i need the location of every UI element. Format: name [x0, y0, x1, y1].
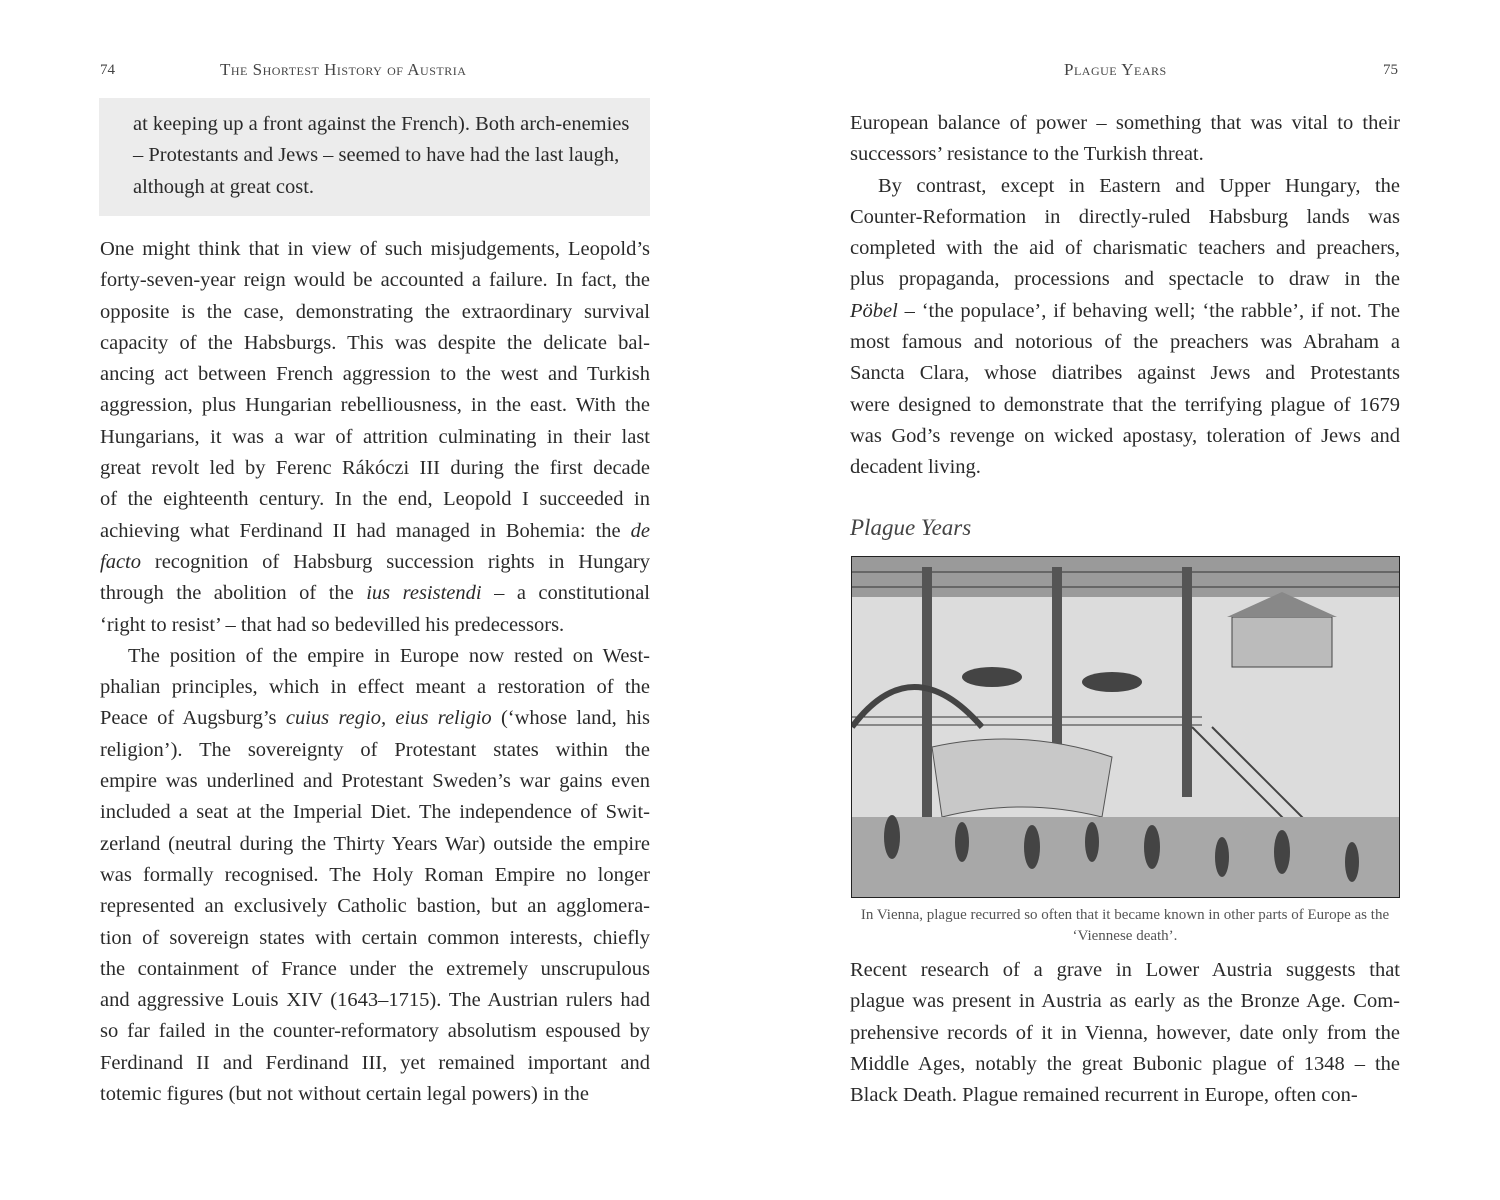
text-segment: Counter-Reformation in directly-ruled Habsburg lands was [850, 205, 1400, 228]
text-line [100, 1079, 650, 1110]
text-segment: (‘whose land, his [491, 707, 650, 730]
text-line [100, 797, 650, 828]
figure-caption: In Vienna, plague recurred so often that it became known in other parts of Europe as the ‘Viennese death’. [860, 907, 1390, 944]
text-segment: European balance of power – something that was vital to their [850, 112, 1400, 134]
text-segment: Black Death. Plague remained recurrent in Europe, often con- [850, 1084, 1358, 1107]
text-line [100, 265, 650, 296]
text-segment: of the eighteenth century. In the end, Leopold I succeeded in [100, 488, 650, 511]
text-line [100, 1016, 650, 1047]
italic-text: de [630, 519, 650, 542]
text-segment: By contrast, except in Eastern and Upper Hungary, the [878, 174, 1400, 197]
text-line [850, 139, 1400, 170]
text-line [100, 672, 650, 703]
running-head: The Shortest History of Austria [220, 60, 467, 79]
italic-text: ius resistendi [366, 582, 482, 605]
text-line [100, 453, 650, 484]
text-line [100, 735, 650, 766]
text-segment: great revolt led by Ferenc Rákóczi III during the first decade [100, 457, 650, 480]
text-segment: – Protestants and Jews – seemed to have had the last laugh, [133, 144, 620, 167]
text-segment: aggression, plus Hungarian rebelliousness, in the east. With the [100, 394, 650, 417]
text-segment: The position of the empire in Europe now rested on West- [128, 644, 650, 667]
body-text-bottom [850, 955, 1400, 1111]
text-segment: plague was present in Austria as early as the Bronze Age. Com- [850, 990, 1400, 1013]
text-segment: empire was underlined and Protestant Sweden’s war gains even [100, 770, 650, 793]
text-segment: decadent living. [850, 456, 981, 479]
text-segment: although at great cost. [133, 175, 315, 198]
text-line [850, 327, 1400, 358]
text-line [850, 1018, 1400, 1049]
text-segment: zerland (neutral during the Thirty Years War) outside the empire [100, 832, 650, 855]
text-line [100, 484, 650, 515]
text-line [850, 1049, 1400, 1080]
text-line [100, 766, 650, 797]
text-line [133, 109, 630, 140]
text-line [100, 297, 650, 328]
text-line [133, 140, 620, 171]
text-line [850, 1080, 1400, 1111]
text-segment: most famous and notorious of the preachers was Abraham a [850, 331, 1400, 354]
text-segment: achieving what Ferdinand II had managed in Bohemia: the [100, 519, 631, 542]
text-segment: and aggressive Louis XIV (1643–1715). The Austrian rulers had [100, 989, 650, 1012]
text-line [850, 390, 1400, 421]
boxed-text [133, 109, 630, 203]
italic-text: cuius regio, eius religio [285, 707, 492, 730]
body-text-top [850, 108, 1400, 484]
running-head: Plague Years [1064, 60, 1167, 79]
text-line [100, 641, 650, 672]
text-segment: Recent research of a grave in Lower Austria suggests that [850, 959, 1400, 981]
text-segment: the containment of France under the extremely unscrupulous [100, 957, 650, 980]
text-line [850, 202, 1400, 233]
text-line [100, 516, 650, 547]
text-segment: at keeping up a front against the French). Both arch-enemies [133, 113, 630, 135]
text-line [100, 954, 650, 985]
text-line [850, 264, 1400, 295]
text-segment: represented an exclusively Catholic bastion, but an agglomera- [100, 895, 650, 918]
text-segment: Hungarians, it was a war of attrition culminating in their last [100, 425, 650, 448]
text-line [100, 860, 650, 891]
text-line [850, 986, 1400, 1017]
text-line [100, 390, 650, 421]
text-segment: ancing act between French aggression to the west and Turkish [100, 363, 650, 386]
text-line [850, 955, 1400, 986]
text-segment: Peace of Augsburg’s [100, 707, 286, 730]
text-line [850, 421, 1400, 452]
text-segment: capacity of the Habsburgs. This was despite the delicate bal- [100, 331, 650, 354]
text-segment: included a seat at the Imperial Diet. The independence of Swit- [100, 801, 650, 824]
text-line [850, 296, 1400, 327]
text-segment: Ferdinand II and Ferdinand III, yet remained important and [100, 1051, 650, 1074]
text-line [100, 891, 650, 922]
page-number: 75 [1383, 62, 1398, 78]
text-line [100, 328, 650, 359]
text-line [100, 985, 650, 1016]
text-line [100, 1048, 650, 1079]
text-line [850, 452, 1400, 483]
text-line [100, 923, 650, 954]
text-line [100, 703, 650, 734]
plague-engraving-illustration [851, 556, 1400, 898]
section-heading: Plague Years [850, 515, 972, 540]
text-line [133, 172, 616, 203]
text-line [100, 829, 650, 860]
text-segment: Sancta Clara, whose diatribes against Jews and Protestants [850, 362, 1400, 385]
body-text [100, 234, 650, 1110]
engraving-image [852, 557, 1399, 897]
text-line [850, 171, 1400, 202]
text-segment: – a constitutional [481, 582, 650, 605]
text-segment: tion of sovereign states with certain common interests, chiefly [100, 926, 650, 949]
text-segment: was God’s revenge on wicked apostasy, toleration of Jews and [850, 424, 1400, 447]
text-segment: – ‘the populace’, if behaving well; ‘the rabble’, if not. The [897, 299, 1400, 322]
italic-text: Pöbel [850, 299, 898, 322]
text-segment: ‘right to resist’ – that had so bedevilled his predecessors. [100, 613, 565, 636]
text-segment: completed with the aid of charismatic teachers and preachers, [850, 237, 1400, 260]
text-line [850, 358, 1400, 389]
page-number: 74 [100, 62, 115, 78]
text-segment: was formally recognised. The Holy Roman Empire no longer [100, 863, 650, 886]
text-segment: so far failed in the counter-reformatory absolutism espoused by [100, 1020, 650, 1043]
text-segment: religion’). The sovereignty of Protestant states within the [100, 738, 650, 761]
text-segment: phalian principles, which in effect meant a restoration of the [100, 676, 650, 699]
text-segment: successors’ resistance to the Turkish threat. [850, 143, 1204, 166]
text-segment: opposite is the case, demonstrating the extraordinary survival [100, 300, 650, 323]
text-line [100, 578, 650, 609]
text-line [100, 234, 650, 265]
text-segment: were designed to demonstrate that the terrifying plague of 1679 [850, 393, 1400, 416]
text-segment: One might think that in view of such misjudgements, Leopold’s [100, 238, 650, 260]
text-segment: totemic figures (but not without certain legal powers) in the [100, 1083, 590, 1106]
text-segment: recognition of Habsburg succession rights in Hungary [141, 550, 650, 573]
text-segment: plus propaganda, processions and spectacle to draw in the [850, 268, 1400, 291]
text-segment: through the abolition of the [100, 582, 367, 605]
italic-text: facto [100, 550, 141, 573]
text-line [100, 359, 650, 390]
text-line [100, 547, 650, 578]
text-line [850, 233, 1400, 264]
text-segment: forty-seven-year reign would be accounted a failure. In fact, the [100, 269, 650, 292]
text-line [100, 610, 650, 641]
text-segment: prehensive records of it in Vienna, however, date only from the [850, 1021, 1400, 1044]
text-line [100, 422, 650, 453]
text-segment: Middle Ages, notably the great Bubonic plague of 1348 – the [850, 1052, 1400, 1075]
text-line [850, 108, 1400, 139]
